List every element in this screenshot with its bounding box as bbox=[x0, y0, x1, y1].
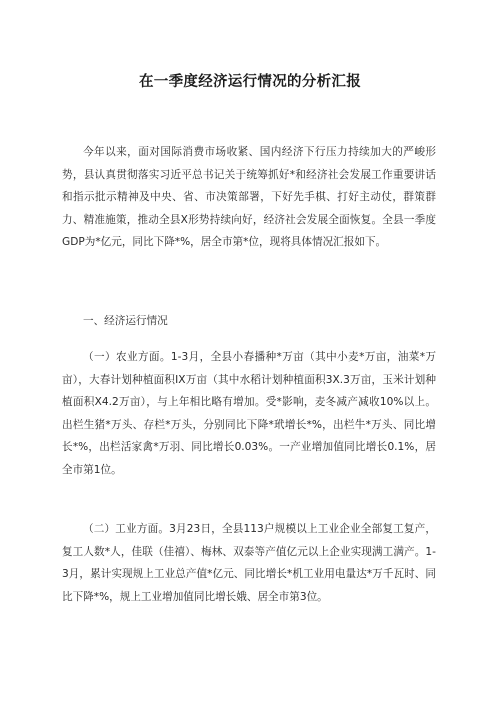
intro-paragraph: 今年以来，面对国际消费市场收紧、国内经济下行压力持续加大的严峻形势，县认真贯彻落实习近平总书记关于统筹抓好*和经济社会发展工作重要讲话和指示批示精神及中央、省、市决策部署，下好先手棋、打好主动仗，群策群力、精准施策，推动全县X形势持续向好，经济社会发展全面恢复。全县一季度GDP为*亿元，同比下降*%，居全市第*位，现将具体情况汇报如下。 bbox=[62, 146, 436, 249]
document-title: 在一季度经济运行情况的分析汇报 bbox=[139, 74, 361, 90]
section-heading-economic-operation: 一、经济运行情况 bbox=[83, 315, 168, 327]
industry-paragraph: （二）工业方面。3月23日，全县113户规模以上工业企业全部复工复产，复工人数*人，佳联（佳禧）、梅林、双泰等产值亿元以上企业实现满工满产。1-3月，累计实现规上工业总产值*亿元、同比增长*机工业用电量达*万千瓦时、同比下降*%，规上工业增加值同比增长娥、居全市第3位。 bbox=[62, 523, 436, 603]
agriculture-paragraph: （一）农业方面。1-3月，全县小春播种*万亩（其中小麦*万亩，油菜*万亩），大春计划种植面积IX万亩（其中水稻计划种植面积3X.3万亩，玉米计划种植面积X4.2万亩），与上年相比略有增加。受*影响，麦冬减产减收10%以上。出栏生猪*万头、存栏*万头，分别同比下降*玳增长*%，出栏牛*万头、同比增长*%，出栏活家禽*万羽、同比增长0.03%。一产业增加值同比增长0.1%，居全市第1位。 bbox=[62, 351, 436, 476]
